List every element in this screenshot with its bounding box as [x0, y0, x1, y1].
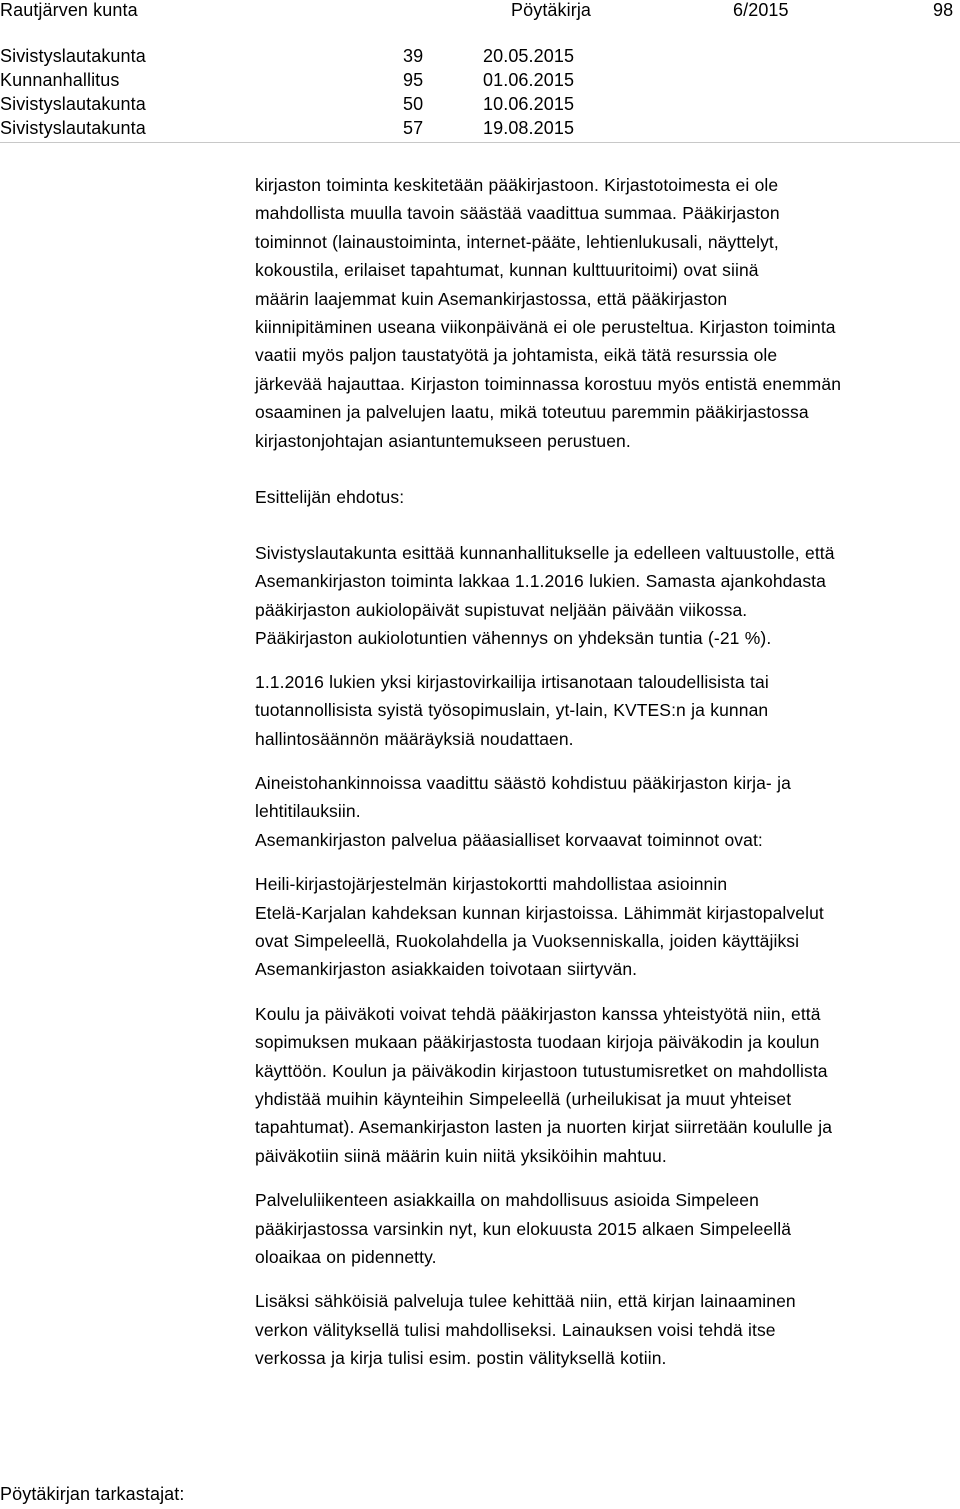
history-divider [0, 142, 960, 143]
history-section: 50 [403, 94, 424, 114]
document-type: Pöytäkirja [511, 0, 592, 20]
paragraph-acquisitions: Aineistohankinnoissa vaadittu säästö kohdistuu pääkirjaston kirja- ja lehtitilauksiin. Asemankirjaston palvelua pääasialliset korvaavat toiminnot ovat: [255, 772, 791, 850]
history-date: 01.06.2015 [483, 70, 575, 90]
history-date: 20.05.2015 [483, 46, 575, 66]
paragraph-library-card: Heili-kirjastojärjestelmän kirjastokortti mahdollistaa asioinnin Etelä-Karjalan kahdeksan kunnan kirjastoissa. Lähimmät kirjastopalvelut ovat Simpeleellä, Ruokolahdella ja Vuoksenniskalla, joiden käyttäjiksi Asemankirjaston asiakkaiden toivotaan siirtyvän. [255, 874, 824, 980]
page-number: 98 [933, 0, 954, 20]
history-section: 39 [403, 46, 424, 66]
page-header [0, 0, 960, 22]
history-date: 10.06.2015 [483, 94, 575, 114]
history-row [0, 94, 960, 118]
history-body: Sivistyslautakunta [0, 46, 146, 66]
history-row [0, 70, 960, 94]
history-section: 95 [403, 70, 424, 90]
minutes-body [255, 171, 955, 1373]
history-body: Kunnanhallitus [0, 70, 120, 90]
paragraph-proposal: Sivistyslautakunta esittää kunnanhallitukselle ja edelleen valtuustolle, että Asemankirjaston toiminta lakkaa 1.1.2016 lukien. Samasta ajankohdasta pääkirjaston aukiolopäivät supistuvat neljään päivään viikossa. Pääkirjaston aukiolotuntien vähennys on yhdeksän tuntia (-21 %). [255, 543, 835, 649]
history-body: Sivistyslautakunta [0, 118, 146, 138]
paragraph-service-transport: Palveluliikenteen asiakkailla on mahdollisuus asioida Simpeleen pääkirjastossa varsinkin nyt, kun elokuusta 2015 alkaen Simpeleellä oloaikaa on pidennetty. [255, 1190, 792, 1267]
history-row [0, 118, 960, 142]
municipality-name: Rautjärven kunta [0, 0, 138, 20]
reviewers-label: Pöytäkirjan tarkastajat: [0, 1484, 185, 1504]
history-date: 19.08.2015 [483, 118, 575, 138]
history-row [0, 46, 960, 70]
paragraph-school-cooperation: Koulu ja päiväkoti voivat tehdä pääkirjaston kanssa yhteistyötä niin, että sopimuksen mukaan pääkirjastosta tuodaan kirjoja päiväkodin ja koulun käyttöön. Koulun ja päiväkodin kirjastoon tutustumisretket on mahdollista yhdistää muihin käynteihin Simpeleellä (urheilukisat ja muut yhteiset tapahtumat). Asemankirjaston lasten ja nuorten kirjat siirretään koululle ja päiväkotiin siinä määrin kuin niitä yksiköihin mahtuu. [255, 1003, 833, 1166]
history-body: Sivistyslautakunta [0, 94, 146, 114]
minutes-issue: 6/2015 [733, 0, 789, 20]
proposal-heading: Esittelijän ehdotus: [255, 487, 405, 508]
paragraph-dismissal: 1.1.2016 lukien yksi kirjastovirkailija irtisanotaan taloudellisista tai tuotannollisista syistä työsopimuslain, yt-lain, KVTES:n ja kunnan hallintosäännön määräyksiä noudattaen. [255, 671, 769, 749]
processing-history [0, 46, 960, 142]
paragraph-electronic-services: Lisäksi sähköisiä palveluja tulee kehittää niin, että kirjan lainaaminen verkon välityksellä tulisi mahdolliseksi. Lainauksen voisi tehdä itse verkossa ja kirja tulisi esim. postin välityksellä kotiin. [255, 1291, 796, 1369]
paragraph-justification: kirjaston toiminta keskitetään pääkirjastoon. Kirjastotoimesta ei ole mahdollista muulla tavoin säästää vaadittua summaa. Pääkirjaston toiminnot (lainaustoiminta, internet-pääte, lehtienlukusali, näyttelyt, kokoustila, erilaiset tapahtumat, kunnan kulttuuritoimi) ovat siinä määrin laajemmat kuin Asemankirjastossa, että pääkirjaston kiinnipitäminen useana viikonpäivänä ei ole perusteltua. Kirjaston toiminta vaatii myös paljon taustatyötä ja johtamista, eikä tätä resurssia ole järkevää hajauttaa. Kirjaston toiminnassa korostuu myös entistä enemmän osaaminen ja palvelujen laatu, mikä toteutuu paremmin pääkirjastossa kirjastonjohtajan asiantuntemukseen perustuen. [255, 175, 842, 451]
history-section: 57 [403, 118, 424, 138]
